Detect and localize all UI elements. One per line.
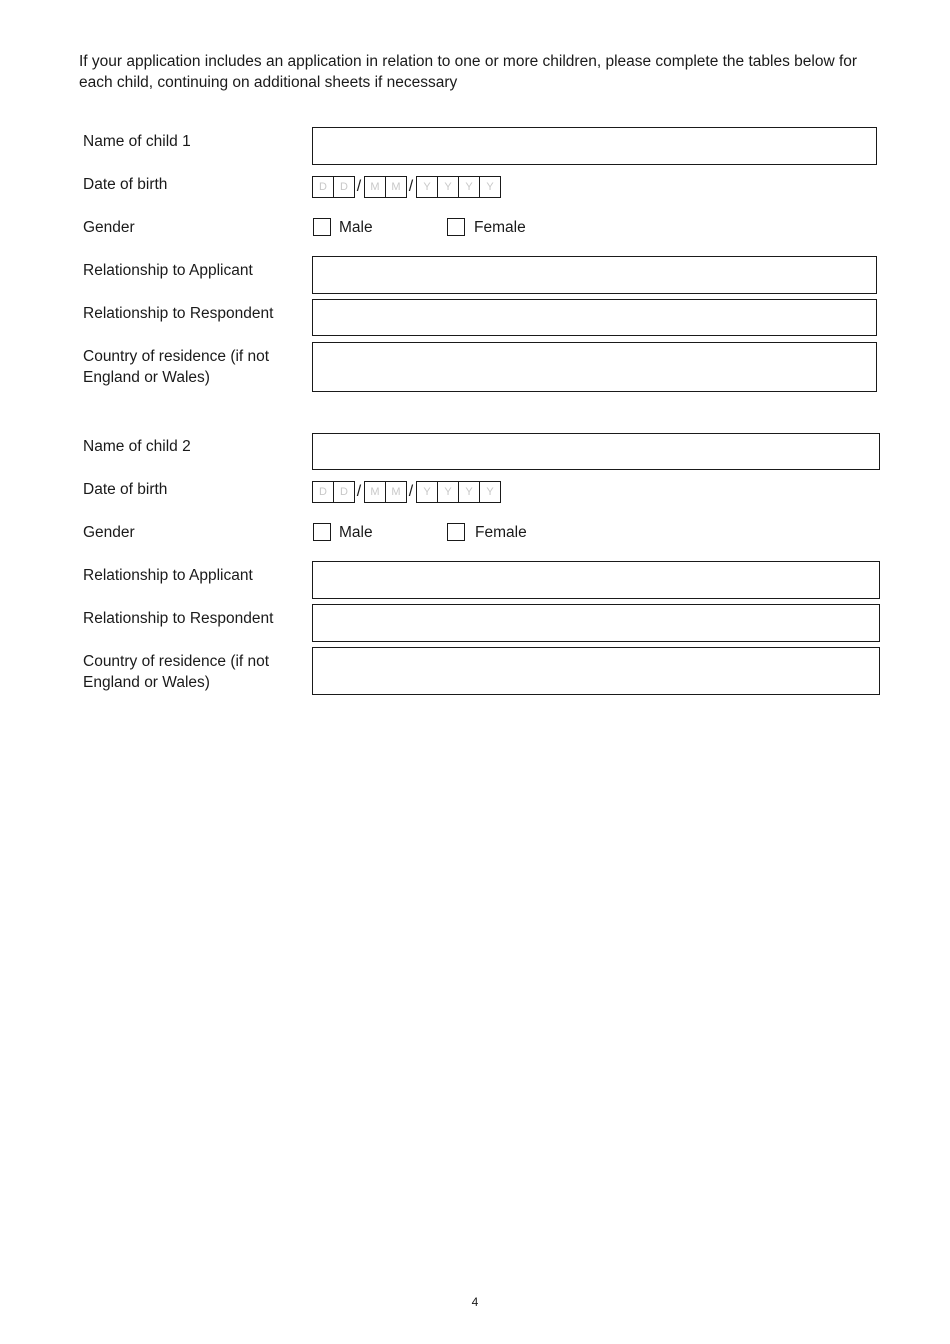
child-1-rel-respondent-field[interactable] <box>312 299 877 336</box>
dob-year-digit[interactable]: Y <box>479 481 501 503</box>
child-1-name-field[interactable] <box>312 127 877 165</box>
dob-year-digit[interactable]: Y <box>479 176 501 198</box>
child-2-country-label: Country of residence (if not England or Wales) <box>83 653 270 691</box>
child-1-dob-label: Date of birth <box>83 176 168 193</box>
child-1-country-field[interactable] <box>312 342 877 392</box>
intro-text: If your application includes an application in relation to one or more children, please complete the tables below for each child, continuing on additional sheets if necessary <box>79 53 858 91</box>
dob-separator: / <box>408 483 414 500</box>
child-2-male-label: Male <box>339 524 373 541</box>
dob-month-digit[interactable]: M <box>385 176 407 198</box>
dob-year-digit[interactable]: Y <box>458 481 480 503</box>
child-2-rel-applicant-label: Relationship to Applicant <box>83 567 253 584</box>
dob-day-digit[interactable]: D <box>333 481 355 503</box>
child-2-name-label: Name of child 2 <box>83 438 191 455</box>
child-2-dob-field[interactable] <box>312 480 500 504</box>
dob-separator: / <box>356 483 362 500</box>
dob-year-digit[interactable]: Y <box>416 481 438 503</box>
child-2-gender-label: Gender <box>83 524 135 541</box>
child-1-male-checkbox[interactable] <box>313 218 331 236</box>
dob-day-digit[interactable]: D <box>312 481 334 503</box>
dob-day-digit[interactable]: D <box>333 176 355 198</box>
dob-month-digit[interactable]: M <box>385 481 407 503</box>
child-1-rel-applicant-field[interactable] <box>312 256 877 294</box>
child-1-rel-respondent-label: Relationship to Respondent <box>83 305 274 322</box>
dob-year-digit[interactable]: Y <box>437 481 459 503</box>
child-2-male-checkbox[interactable] <box>313 523 331 541</box>
dob-year-digit[interactable]: Y <box>437 176 459 198</box>
child-2-name-field[interactable] <box>312 433 880 470</box>
page-number: 4 <box>471 1295 479 1309</box>
child-1-dob-field[interactable] <box>312 175 500 199</box>
child-1-name-label: Name of child 1 <box>83 133 191 150</box>
dob-month-digit[interactable]: M <box>364 481 386 503</box>
dob-day-digit[interactable]: D <box>312 176 334 198</box>
dob-month-digit[interactable]: M <box>364 176 386 198</box>
child-1-country-label: Country of residence (if not England or Wales) <box>83 348 270 386</box>
child-1-rel-applicant-label: Relationship to Applicant <box>83 262 253 279</box>
child-1-gender-label: Gender <box>83 219 135 236</box>
dob-year-digit[interactable]: Y <box>416 176 438 198</box>
child-2-rel-applicant-field[interactable] <box>312 561 880 599</box>
child-2-female-checkbox[interactable] <box>447 523 465 541</box>
child-2-dob-label: Date of birth <box>83 481 168 498</box>
child-1-female-label: Female <box>474 219 526 236</box>
child-1-male-label: Male <box>339 219 373 236</box>
child-2-rel-respondent-label: Relationship to Respondent <box>83 610 274 627</box>
dob-separator: / <box>408 178 414 195</box>
child-2-rel-respondent-field[interactable] <box>312 604 880 642</box>
dob-separator: / <box>356 178 362 195</box>
child-2-country-field[interactable] <box>312 647 880 695</box>
dob-year-digit[interactable]: Y <box>458 176 480 198</box>
child-1-female-checkbox[interactable] <box>447 218 465 236</box>
child-2-female-label: Female <box>475 524 527 541</box>
